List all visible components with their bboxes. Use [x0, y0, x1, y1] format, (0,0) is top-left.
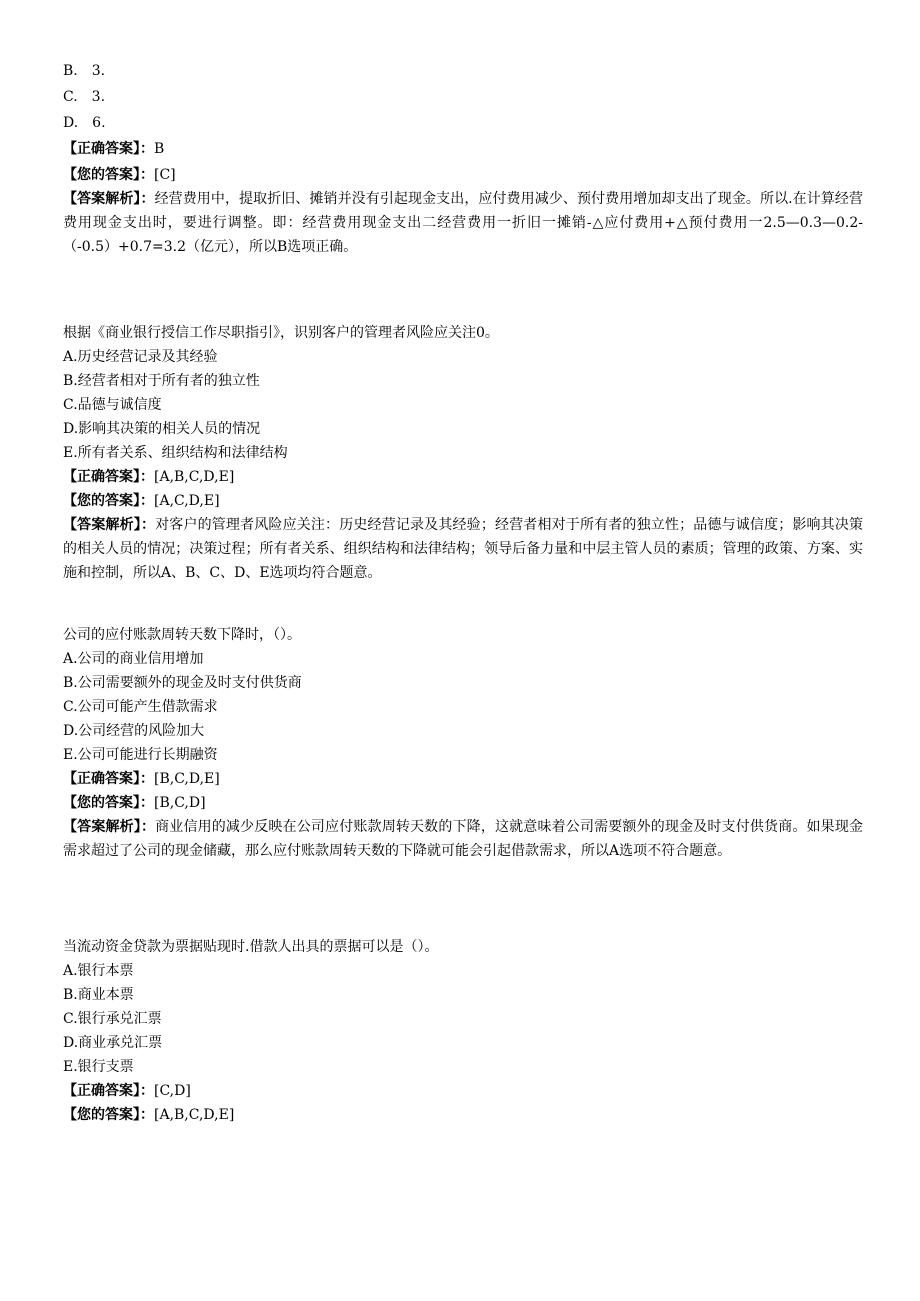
correct-answer-label: 【正确答案】：: [63, 141, 154, 157]
analysis-label: 【答案解析】：: [63, 819, 156, 835]
option-c: C. 3.: [63, 89, 106, 105]
your-answer-row: [63, 489, 863, 513]
analysis-row: [63, 815, 863, 863]
your-answer-value: [B,C,D]: [154, 795, 206, 811]
your-answer-row: [63, 1103, 863, 1127]
your-answer-value: [A,B,C,D,E]: [154, 1107, 235, 1123]
analysis-text: 商业信用的减少反映在公司应付账款周转天数的下降，这就意味着公司需要额外的现金及时支付供货商。如果现金需求超过了公司的现金储藏，那么应付账款周转天数的下降就可能会引起借款需求，所以A选项不符合题意。: [63, 819, 863, 859]
analysis-text: 经营费用中，提取折旧、摊销并没有引起现金支出，应付费用减少、预付费用增加却支出了现金。所以.在计算经营费用现金支出时，要进行调整。即：经营费用现金支出二经营费用一折旧一摊销-△应付费用+△预付费用一2.5—0.3—0.2-（-0.5）+0.7=3.2（亿元），所以B选项正确。: [63, 191, 863, 255]
your-answer-label: 【您的答案】：: [63, 493, 154, 509]
correct-answer-label: 【正确答案】：: [63, 469, 154, 485]
question-block-1: [63, 59, 863, 259]
option-e: E.所有者关系、组织结构和法律结构: [63, 445, 288, 461]
correct-answer-row: [63, 465, 863, 489]
option-c: C.品德与诚信度: [63, 397, 162, 413]
question-stem: 当流动资金贷款为票据贴现时.借款人出具的票据可以是（）。: [63, 939, 439, 955]
option-e: E.银行支票: [63, 1059, 134, 1075]
question-block-4: [63, 935, 863, 1127]
question-stem: 公司的应付账款周转天数下降时，（）。: [63, 627, 301, 643]
correct-answer-label: 【正确答案】：: [63, 1083, 154, 1099]
option-b: B.商业本票: [63, 987, 134, 1003]
correct-answer-value: [C,D]: [154, 1083, 191, 1099]
option-a: A.历史经营记录及其经验: [63, 349, 218, 365]
question-stem: 根据《商业银行授信工作尽职指引》，识别客户的管理者风险应关注0。: [63, 325, 499, 341]
your-answer-label: 【您的答案】：: [63, 1107, 154, 1123]
your-answer-row: [63, 163, 863, 187]
question-block-3: [63, 623, 863, 863]
correct-answer-value: B: [154, 141, 165, 157]
option-c: C.公司可能产生借款需求: [63, 699, 218, 715]
option-d: D.公司经营的风险加大: [63, 723, 205, 739]
option-b: B.经营者相对于所有者的独立性: [63, 373, 260, 389]
your-answer-label: 【您的答案】：: [63, 795, 154, 811]
your-answer-value: [A,C,D,E]: [154, 493, 220, 509]
correct-answer-row: [63, 137, 863, 161]
analysis-row: [63, 187, 863, 259]
your-answer-label: 【您的答案】：: [63, 167, 154, 183]
option-a: A.公司的商业信用增加: [63, 651, 204, 667]
option-b: B. 3.: [63, 63, 106, 79]
document-page: [63, 59, 863, 1127]
option-d: D. 6.: [63, 115, 106, 131]
correct-answer-label: 【正确答案】：: [63, 771, 154, 787]
option-c: C.银行承兑汇票: [63, 1011, 162, 1027]
your-answer-value: [C]: [154, 167, 176, 183]
option-e: E.公司可能进行长期融资: [63, 747, 218, 763]
correct-answer-row: [63, 1079, 863, 1103]
analysis-row: [63, 513, 863, 585]
correct-answer-value: [B,C,D,E]: [154, 771, 220, 787]
correct-answer-row: [63, 767, 863, 791]
analysis-label: 【答案解析】：: [63, 191, 155, 207]
analysis-text: 对客户的管理者风险应关注：历史经营记录及其经验；经营者相对于所有者的独立性；品德与诚信度；影响其决策的相关人员的情况；决策过程；所有者关系、组织结构和法律结构；领导后备力量和中层主管人员的素质；管理的政策、方案、实施和控制，所以A、B、C、D、E选项均符合题意。: [63, 517, 863, 581]
option-d: D.商业承兑汇票: [63, 1035, 163, 1051]
correct-answer-value: [A,B,C,D,E]: [154, 469, 235, 485]
analysis-label: 【答案解析】：: [63, 517, 156, 533]
option-d: D.影响其决策的相关人员的情况: [63, 421, 261, 437]
option-b: B.公司需要额外的现金及时支付供货商: [63, 675, 302, 691]
question-block-2: [63, 321, 863, 585]
your-answer-row: [63, 791, 863, 815]
option-a: A.银行本票: [63, 963, 134, 979]
